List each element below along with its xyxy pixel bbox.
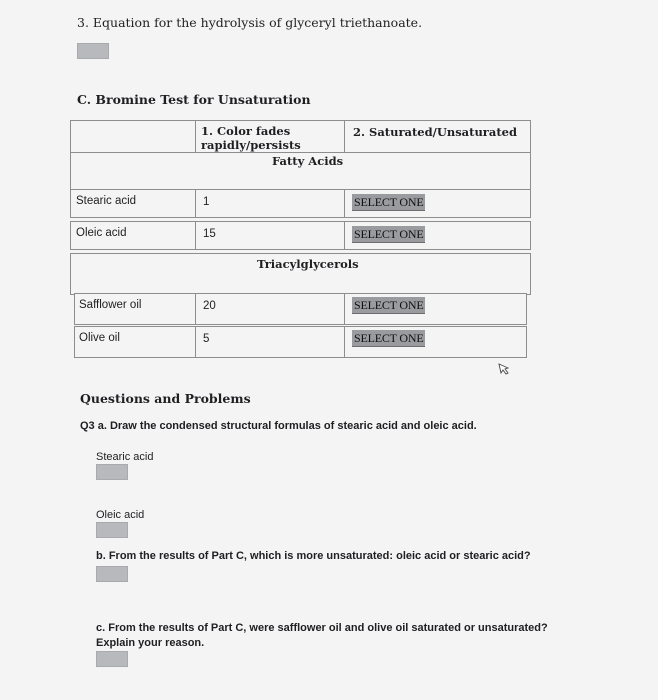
select-one-dropdown[interactable]: SELECT ONE xyxy=(354,298,424,312)
oleic-acid-label: Oleic acid xyxy=(96,509,145,521)
header-col2: 2. Saturated/Unsaturated xyxy=(353,125,517,139)
row-name-cell xyxy=(70,189,196,218)
header-col1-cell xyxy=(195,120,345,153)
select-one-dropdown[interactable]: SELECT ONE xyxy=(354,195,424,209)
row-value[interactable]: 5 xyxy=(203,333,210,345)
q3-heading: 3. Equation for the hydrolysis of glyceryl triethanoate. xyxy=(77,15,423,30)
row-select-cell xyxy=(344,221,531,250)
row-name-cell xyxy=(70,221,196,250)
row-name: Safflower oil xyxy=(79,299,142,311)
oleic-acid-answer-field[interactable] xyxy=(96,522,128,538)
row-value[interactable]: 15 xyxy=(203,228,216,240)
q3c-text xyxy=(96,621,548,651)
q3c-line1: c. From the results of Part C, were safflower oil and olive oil saturated or unsaturated? xyxy=(96,622,548,634)
header-col1-line1: 1. Color fades xyxy=(201,124,291,138)
row-select-cell xyxy=(344,189,531,218)
triacylglycerols-section-cell xyxy=(70,253,531,295)
row-select-cell xyxy=(344,326,527,358)
q3a-line: Q3 a. Draw the condensed structural formulas of stearic acid and oleic acid. xyxy=(80,420,477,432)
row-name: Stearic acid xyxy=(76,195,137,207)
row-value-cell xyxy=(195,326,345,358)
row-name-cell xyxy=(74,326,196,358)
row-select-cell xyxy=(344,293,527,325)
row-value[interactable]: 20 xyxy=(203,300,216,312)
row-name-cell xyxy=(74,293,196,325)
select-one-dropdown[interactable]: SELECT ONE xyxy=(354,331,424,345)
header-col1-line2: rapidly/persists xyxy=(201,138,301,152)
partC-heading: C. Bromine Test for Unsaturation xyxy=(77,92,311,107)
row-name: Olive oil xyxy=(79,332,120,344)
q3b-text: b. From the results of Part C, which is more unsaturated: oleic acid or stearic acid? xyxy=(96,550,531,562)
q3b-answer-field[interactable] xyxy=(96,566,128,582)
questions-title: Questions and Problems xyxy=(80,391,251,406)
q3c-line2: Explain your reason. xyxy=(96,637,205,649)
fatty-acids-label: Fatty Acids xyxy=(272,154,344,168)
q3c-answer-field[interactable] xyxy=(96,651,128,667)
row-name: Oleic acid xyxy=(76,227,127,239)
row-value-cell xyxy=(195,189,345,218)
select-one-dropdown[interactable]: SELECT ONE xyxy=(354,227,424,241)
triacylglycerols-label: Triacylglycerols xyxy=(257,257,359,271)
row-value-cell xyxy=(195,293,345,325)
hand-cursor-icon xyxy=(497,362,511,376)
fatty-acids-section-cell xyxy=(70,152,531,190)
row-value[interactable]: 1 xyxy=(203,196,210,208)
q3-answer-field[interactable] xyxy=(77,43,109,59)
stearic-acid-label: Stearic acid xyxy=(96,451,154,463)
q3a-text xyxy=(80,420,477,432)
header-blank-cell xyxy=(70,120,196,153)
header-col2-cell xyxy=(344,120,531,153)
row-value-cell xyxy=(195,221,345,250)
stearic-acid-answer-field[interactable] xyxy=(96,464,128,480)
